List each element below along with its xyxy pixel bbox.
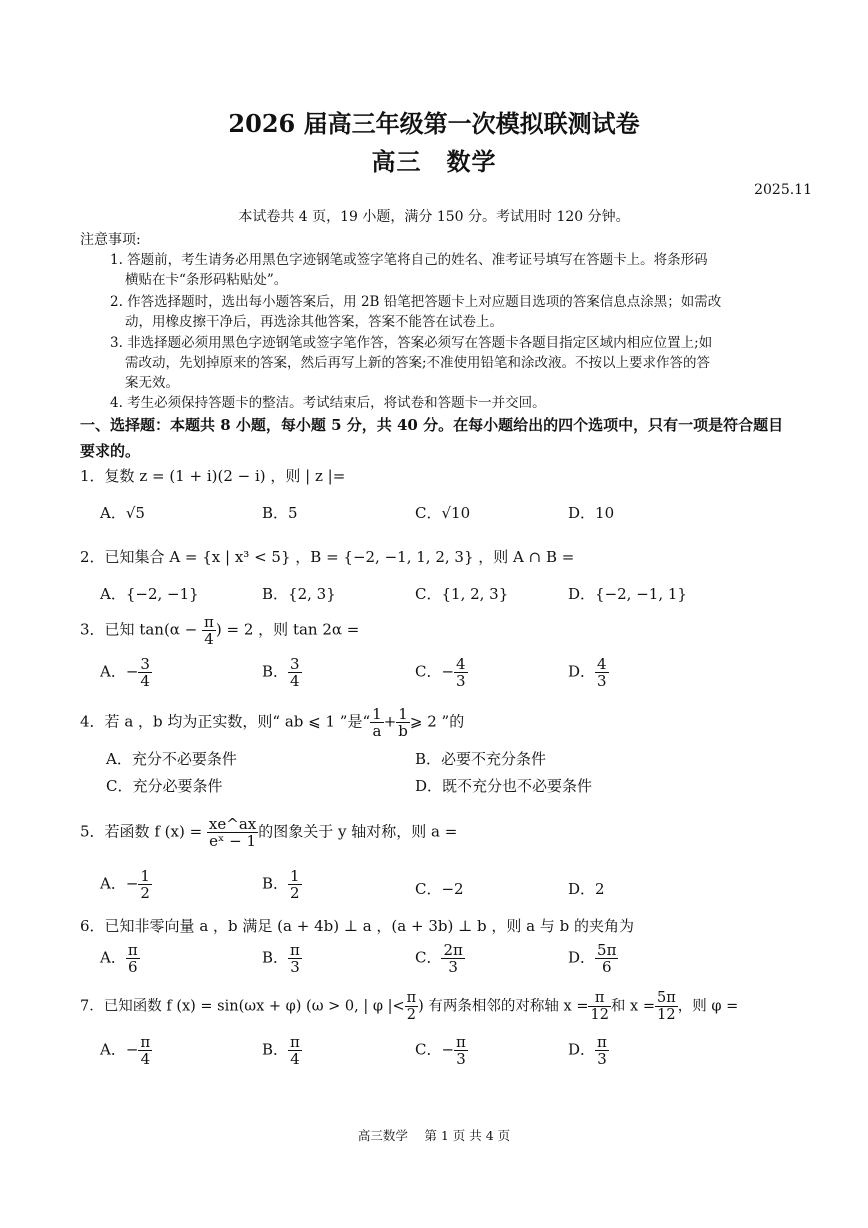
- numerator: π: [597, 1033, 607, 1051]
- option-c: C．{1, 2, 3}: [415, 585, 509, 603]
- option-label: D．: [568, 662, 596, 681]
- denominator: b: [398, 722, 408, 740]
- denominator: 6: [601, 958, 612, 976]
- option-c: [415, 942, 465, 975]
- notice-item: 横贴在卡“条形码粘贴处”。: [125, 272, 288, 288]
- fraction: [405, 990, 419, 1023]
- option-a: A．充分不必要条件: [106, 750, 237, 768]
- numerator: π: [290, 941, 300, 959]
- fraction: [126, 942, 140, 975]
- denominator: 12: [590, 1007, 609, 1023]
- denominator: 2: [140, 884, 150, 902]
- option-d: [568, 1034, 609, 1067]
- denominator: 3: [456, 1050, 466, 1068]
- fraction: [138, 656, 152, 689]
- notice-item: 1. 答题前，考生请务必用黑色字迹钢笔或签字笔将自己的姓名、准考证号填写在答题卡上。将条形码: [110, 252, 708, 268]
- fraction: [288, 1034, 302, 1067]
- option-b: B．必要不充分条件: [415, 750, 547, 768]
- option-b: B．5: [262, 504, 298, 522]
- denominator: 4: [290, 672, 300, 690]
- numerator: π: [406, 990, 417, 1006]
- denominator: 3: [290, 958, 300, 976]
- option-label: A．−: [100, 1040, 139, 1059]
- fraction: [288, 868, 302, 901]
- denominator: 2: [406, 1007, 416, 1023]
- numerator: 1: [290, 867, 300, 885]
- denominator: 4: [140, 1050, 151, 1068]
- fraction: [396, 706, 410, 739]
- option-d: D．既不充分也不必要条件: [415, 777, 593, 795]
- numerator: π: [290, 1033, 300, 1051]
- fraction: [138, 868, 152, 901]
- question-6: [80, 915, 634, 936]
- option-label: D．: [568, 1040, 596, 1059]
- numerator: π: [456, 1033, 466, 1051]
- option-label: A．: [100, 504, 126, 522]
- option-label: B．: [262, 662, 289, 681]
- question-text: ) 有两条相邻的对称轴 x =: [418, 998, 589, 1015]
- denominator: eˣ − 1: [209, 832, 257, 850]
- question-number: 5．: [80, 822, 105, 841]
- question-text: 已知函数 f (x) = sin(ωx + φ) (ω > 0, | φ |<: [103, 998, 405, 1015]
- numerator: π: [588, 990, 610, 1007]
- numerator: 4: [597, 655, 607, 673]
- option-label: B．: [262, 948, 289, 967]
- fraction: [595, 656, 609, 689]
- option-c: [415, 502, 470, 523]
- numerator: 3: [290, 655, 300, 673]
- fraction: [655, 990, 678, 1023]
- option-b: B．{2, 3}: [262, 585, 336, 603]
- numerator: 4: [456, 655, 466, 673]
- option-a: [100, 868, 152, 901]
- exam-intro: 本试卷共 4 页，19 小题，满分 150 分。考试用时 120 分钟。: [238, 209, 630, 225]
- numerator: 1: [372, 705, 382, 723]
- fraction: [288, 656, 302, 689]
- question-number: 7．: [80, 998, 104, 1015]
- option-d: [568, 656, 609, 689]
- question-number: 2．: [80, 548, 105, 566]
- fraction: [595, 942, 618, 975]
- denominator: 4: [204, 630, 214, 648]
- fraction: [595, 1034, 609, 1067]
- option-label: C．: [415, 948, 442, 967]
- question-2: [80, 546, 574, 567]
- denominator: 3: [448, 958, 458, 976]
- fraction: [454, 656, 468, 689]
- option-label: C．: [415, 504, 442, 522]
- option-b: [262, 1034, 302, 1067]
- numerator: 5π: [656, 990, 676, 1006]
- question-text: 复数 z = (1 + i)(2 − i) ，则 | z |=: [104, 467, 346, 485]
- notice-item: 需改动，先划掉原来的答案，然后再写上新的答案;不准使用铅笔和涂改液。不按以上要求作答的答: [125, 355, 711, 371]
- option-label: C．−: [415, 1040, 455, 1059]
- option-a: [100, 1034, 152, 1067]
- option-a: [100, 502, 145, 523]
- numerator: 2π: [443, 941, 463, 959]
- question-number: 3．: [80, 620, 105, 639]
- option-a: [100, 942, 140, 975]
- question-text: ) = 2 ，则 tan 2α =: [215, 620, 360, 639]
- option-c: C．充分必要条件: [106, 777, 223, 795]
- denominator: 12: [657, 1007, 676, 1023]
- question-5: [80, 816, 457, 849]
- option-label: A．−: [100, 874, 139, 893]
- question-text: 已知 tan(α −: [104, 620, 198, 639]
- option-label: C．−: [415, 662, 455, 681]
- question-4: 4．若 a ，b 均为正实数，则“ ab ⩽ 1 ”是“ $\frac{1}{a}$ + $\frac{1}{b}$ ⩾ 2 ”的: [80, 705, 465, 740]
- question-text: 已知非零向量 a ，b 满足 (a + 4b) ⊥ a ，(a + 3b) ⊥ b ，则 a 与 b 的夹角为: [104, 917, 634, 935]
- question-text: ，则 φ =: [677, 998, 739, 1015]
- denominator: 3: [597, 1050, 607, 1068]
- option-label: D．: [568, 948, 596, 967]
- option-d: D．{−2, −1, 1}: [568, 585, 687, 603]
- fraction: [441, 942, 464, 975]
- exam-date: 2025.11: [754, 182, 812, 198]
- option-b: [262, 942, 302, 975]
- option-d: D．2: [568, 880, 605, 898]
- notice-item: 2. 作答选择题时，选出每小题答案后，用 2B 铅笔把答题卡上对应题目选项的答案信息点涂黑；如需改: [110, 294, 722, 310]
- question-number: 4．: [80, 712, 105, 731]
- fraction: [454, 1034, 468, 1067]
- denominator: a: [372, 722, 382, 740]
- fraction: [588, 990, 610, 1023]
- denominator: 4: [290, 1050, 300, 1068]
- numerator: xe^ax: [208, 815, 257, 833]
- notice-item: 案无效。: [125, 375, 179, 391]
- option-label: B．: [262, 874, 289, 893]
- fraction: [207, 816, 258, 849]
- fraction: [288, 942, 302, 975]
- notice-item: 动，用橡皮擦干净后，再选涂其他答案，答案不能答在试卷上。: [125, 314, 503, 330]
- option-d: [568, 942, 618, 975]
- option-label: A．: [100, 948, 126, 967]
- notice-heading: 注意事项:: [80, 232, 141, 248]
- option-a: [100, 656, 152, 689]
- option-a: A．{−2, −1}: [100, 585, 199, 603]
- question-text: 已知集合 A = {x | x³ < 5} ，B = {−2, −1, 1, 2, 3} ，则 A ∩ B =: [104, 548, 575, 566]
- option-d: D．10: [568, 504, 615, 522]
- option-label: B．: [262, 1040, 289, 1059]
- question-number: 1．: [80, 467, 105, 485]
- denominator: 6: [128, 958, 138, 976]
- exam-subtitle: 高三 数学: [371, 147, 497, 176]
- numerator: π: [140, 1033, 151, 1051]
- fraction: [202, 614, 216, 647]
- denominator: 3: [456, 672, 466, 690]
- option-c: [415, 1034, 468, 1067]
- numerator: 3: [140, 655, 150, 673]
- exam-title: 2026 届高三年级第一次模拟联测试卷: [228, 109, 640, 138]
- denominator: 4: [140, 672, 150, 690]
- question-text: ⩾ 2 ”的: [409, 712, 465, 731]
- notice-item: 4. 考生必须保持答题卡的整洁。考试结束后，将试卷和答题卡一并交回。: [110, 395, 546, 411]
- option-b: [262, 868, 302, 901]
- question-text: 若函数 f (x) =: [104, 822, 203, 841]
- notice-item: 3. 非选择题必须用黑色字迹钢笔或签字笔作答，答案必须写在答题卡各题目指定区域内相应位置上;如: [110, 335, 713, 351]
- page-footer: 高三数学 第 1 页 共 4 页: [357, 1128, 511, 1143]
- question-text: 的图象关于 y 轴对称，则 a =: [258, 822, 458, 841]
- numerator: 1: [140, 867, 150, 885]
- option-c: C．−2: [415, 880, 464, 898]
- denominator: 2: [290, 884, 300, 902]
- question-text: 若 a ，b 均为正实数，则“ ab ⩽ 1 ”是“: [104, 712, 371, 731]
- section-heading: 一、选择题：本题共 8 小题，每小题 5 分，共 40 分。在每小题给出的四个选项中，只有一项是符合题目要求的。: [80, 416, 784, 460]
- question-text: 和 x =: [610, 998, 655, 1015]
- option-b: [262, 656, 302, 689]
- numerator: π: [127, 941, 138, 959]
- fraction: [138, 1034, 152, 1067]
- numerator: π: [204, 613, 214, 631]
- question-3: [80, 614, 359, 647]
- question-7: [80, 990, 738, 1023]
- question-1: [80, 465, 345, 486]
- option-label: A．−: [100, 662, 139, 681]
- option-value: √10: [441, 504, 471, 522]
- option-value: √5: [125, 504, 145, 522]
- numerator: 1: [396, 706, 410, 723]
- denominator: 3: [597, 672, 607, 690]
- numerator: 5π: [597, 941, 617, 959]
- option-c: [415, 656, 468, 689]
- fraction: [370, 706, 384, 739]
- question-number: 6．: [80, 917, 105, 935]
